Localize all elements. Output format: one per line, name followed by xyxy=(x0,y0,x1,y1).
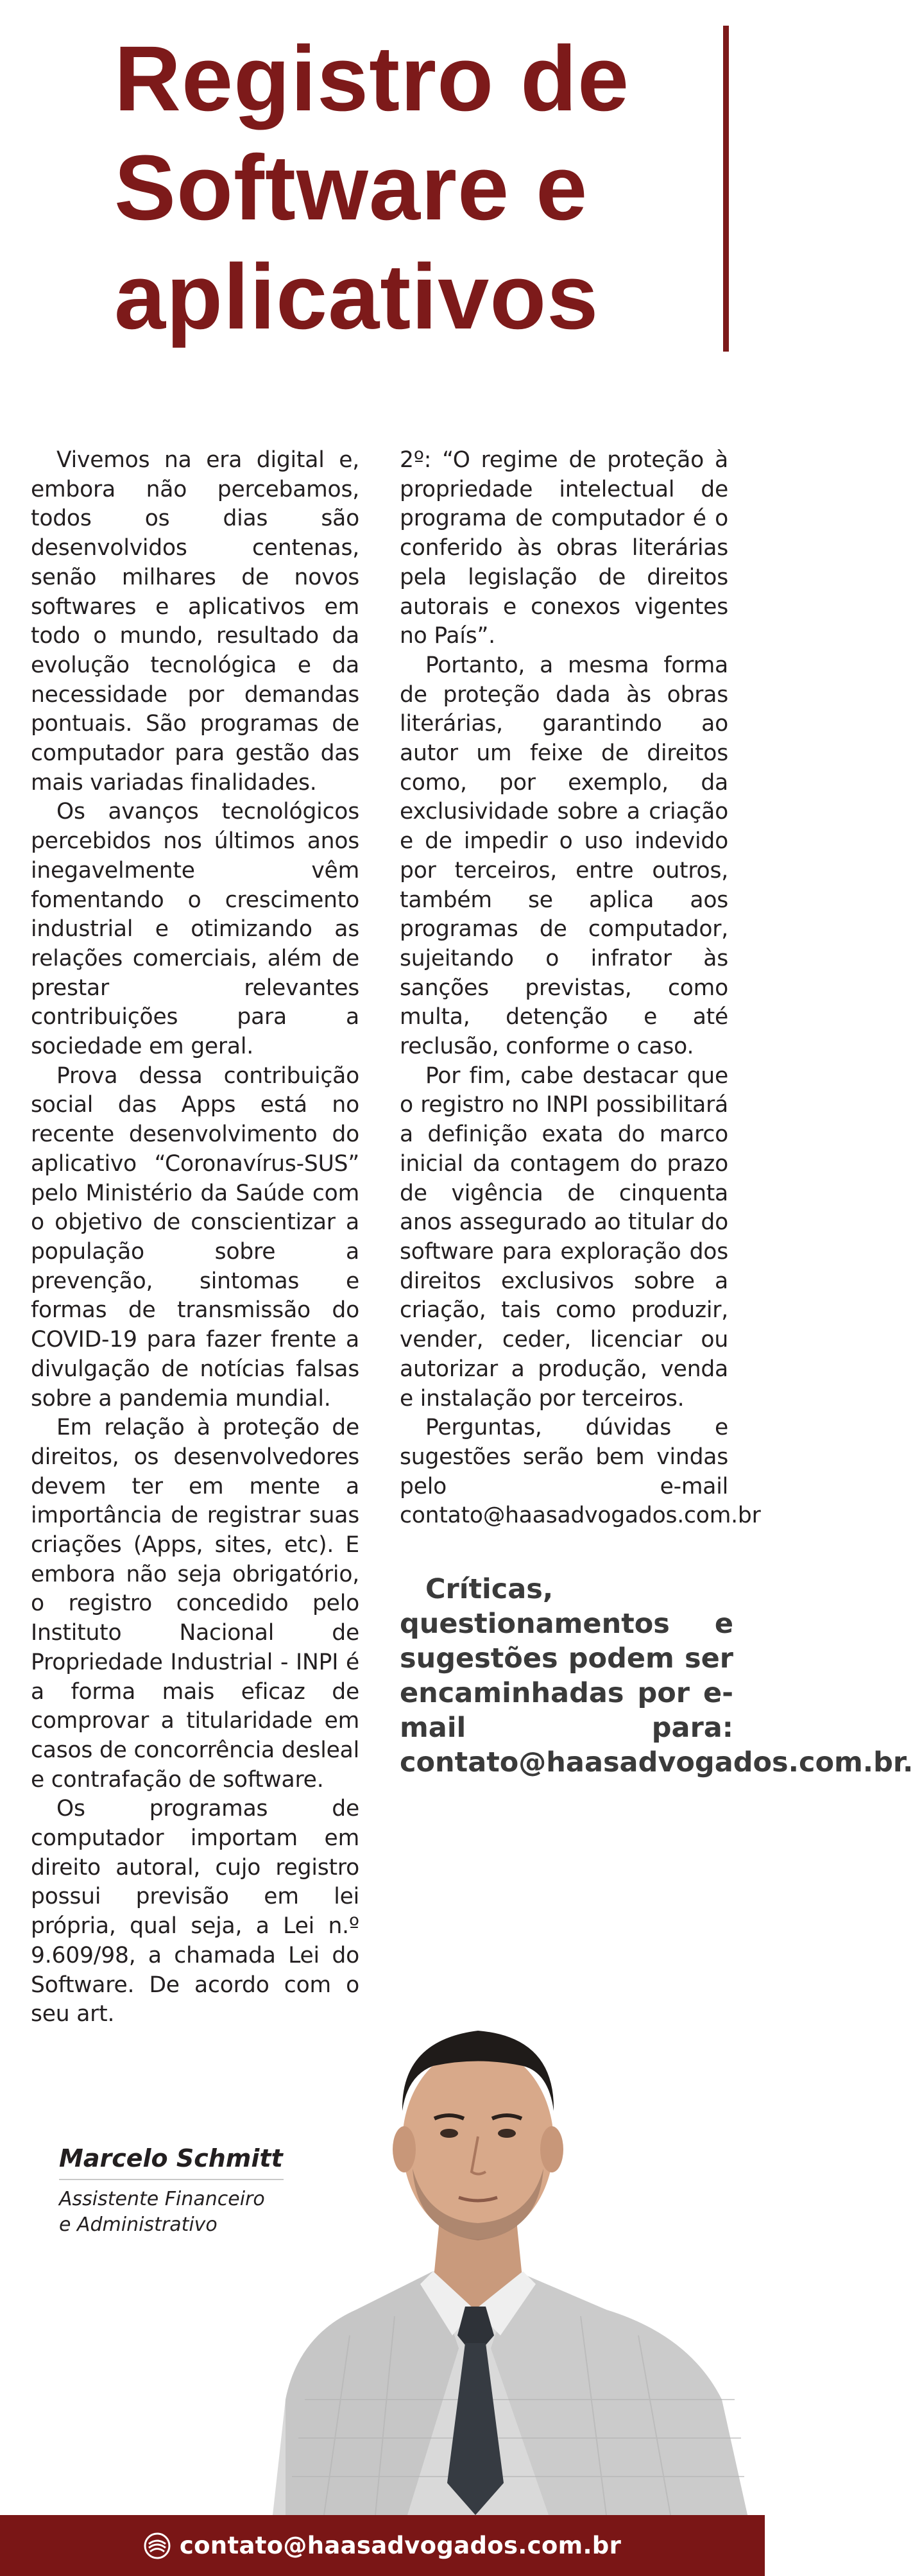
author-photo xyxy=(247,1950,765,2515)
author-name: Marcelo Schmitt xyxy=(59,2143,284,2180)
article-paragraph: 2º: “O regime de proteção à propriedade intelectual de programa de computador é o conferido às obras literárias pela legislação de direitos autorais e conexos vigentes no País”. xyxy=(400,447,728,649)
author-role-line: e Administrativo xyxy=(59,2213,218,2236)
logo-swirl-icon xyxy=(144,2532,171,2559)
article-paragraph: Perguntas, dúvidas e sugestões serão bem vindas pelo e-mail contato@haasadvogados.com.br xyxy=(400,1415,761,1529)
author-role-line: Assistente Financeiro xyxy=(59,2188,265,2210)
footer-bar xyxy=(0,2515,765,2576)
author-block xyxy=(59,2143,284,2238)
article-title xyxy=(114,24,704,352)
feedback-callout: Críticas, questionamentos e sugestões podem ser encaminhadas por e-mail para: contato@haasadvogados.com.br. xyxy=(400,1573,913,1778)
title-line-1: Registro de xyxy=(114,27,630,130)
title-line-3: aplicativos xyxy=(114,245,599,348)
article-paragraph: Em relação à proteção de direitos, os desenvolvedores devem ter em mente a importância de registrar suas criações (Apps, sites, etc). E embora não seja obrigatório, o registro concedido pelo Instituto Nacional de Propriedade Industrial - INPI é a forma mais eficaz de comprovar a titularidade em casos de concorrência desleal e contrafação de software. xyxy=(31,1415,359,1793)
title-line-2: Software e xyxy=(114,136,588,239)
article-left-column xyxy=(31,446,359,2101)
article-right-column xyxy=(400,446,761,1531)
article-paragraph: Os avanços tecnológicos percebidos nos últimos anos inegavelmente vêm fomentando o crescimento industrial e otimizando as relações comerciais, além de prestar relevantes contribuições para a sociedade em geral. xyxy=(31,799,359,1060)
article-paragraph: Prova dessa contribuição social das Apps está no recente desenvolvimento do aplicativo “Coronavírus-SUS” pelo Ministério da Saúde com o objetivo de conscientizar a população sobre a prevenção, sintomas e formas de transmissão do COVID-19 para fazer frente a divulgação de notícias falsas sobre a pandemia mundial. xyxy=(31,1062,359,1412)
article-paragraph: Portanto, a mesma forma de proteção dada às obras literárias, garantindo ao autor um feixe de direitos como, por exemplo, da exclusividade sobre a criação e de impedir o uso indevido por terceiros, entre outros, também se aplica aos programas de computador, sujeitando o infrator às sanções previstas, como multa, detenção e até reclusão, conforme o caso. xyxy=(400,652,728,1060)
article-paragraph: Por fim, cabe destacar que o registro no INPI possibilitará a definição exata do marco inicial da contagem do prazo de vigência de cinquenta anos assegurado ao titular do software para exploração dos direitos exclusivos sobre a criação, tais como produzir, vender, ceder, licenciar ou autorizar a produção, venda e instalação por terceiros. xyxy=(400,1062,728,1412)
article-paragraph: Vivemos na era digital e, embora não percebamos, todos os dias são desenvolvidos centenas, senão milhares de novos softwares e aplicativos em todo o mundo, resultado da evolução tecnológica e da necessidade por demandas pontuais. São programas de computador para gestão das mais variadas finalidades. xyxy=(31,447,359,796)
article-paragraph: Os programas de computador importam em direito autoral, cujo registro possui previsão em lei própria, qual seja, a Lei n.º 9.609/98, a chamada Lei do Software. De acordo com o seu art. xyxy=(31,1796,359,2027)
footer-email-link[interactable]: contato@haasadvogados.com.br xyxy=(179,2532,622,2559)
author-role xyxy=(59,2187,284,2238)
title-vertical-rule xyxy=(723,26,729,352)
